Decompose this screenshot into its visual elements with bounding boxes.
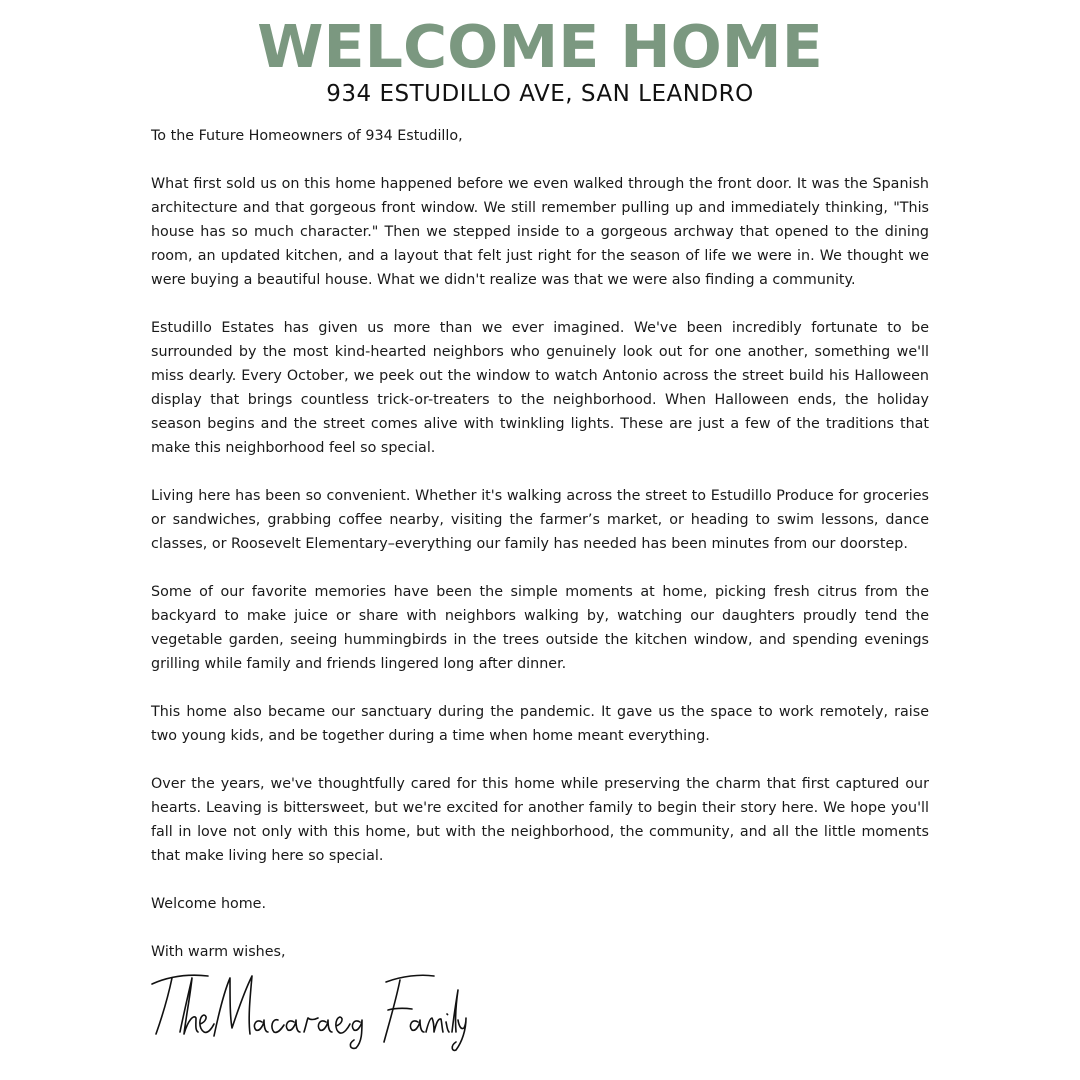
paragraph-3: Living here has been so convenient. Whether it's walking across the street to Estudillo Produce for groceries or sandwiches, grabbing coffee nearby, visiting the farmer’s market, or heading to swim lessons, dance classes, or Roosevelt Elementary–everything our family has needed has been minutes from our doorstep.	[151, 488, 929, 552]
letter-body	[151, 124, 929, 988]
closing-line: Welcome home.	[151, 896, 267, 912]
page-title: WELCOME HOME	[257, 12, 823, 81]
salutation: To the Future Homeowners of 934 Estudillo,	[151, 128, 463, 144]
paragraph-2: Estudillo Estates has given us more than we ever imagined. We've been incredibly fortunate to be surrounded by the most kind-hearted neighbors who genuinely look out for one another, something we'll miss dearly. Every October, we peek out the window to watch Antonio across the street build his Halloween display that brings countless trick-or-treaters to the neighborhood. When Halloween ends, the holiday season begins and the street comes alive with twinkling lights. These are just a few of the traditions that make this neighborhood feel so special.	[151, 320, 929, 456]
sign-off: With warm wishes,	[151, 944, 286, 960]
handwritten-signature	[150, 962, 470, 1052]
paragraph-4: Some of our favorite memories have been the simple moments at home, picking fresh citrus from the backyard to make juice or share with neighbors walking by, watching our daughters proudly tend the vegetable garden, seeing hummingbirds in the trees outside the kitchen window, and spending evenings grilling while family and friends lingered long after dinner.	[151, 584, 929, 672]
signature-drawing	[150, 962, 470, 1052]
paragraph-1: What first sold us on this home happened before we even walked through the front door. It was the Spanish architecture and that gorgeous front window. We still remember pulling up and immediately thinking, "This house has so much character." Then we stepped inside to a gorgeous archway that opened to the dining room, an updated kitchen, and a layout that felt just right for the season of life we were in. We thought we were buying a beautiful house. What we didn't realize was that we were also finding a community.	[151, 176, 929, 288]
address-subtitle: 934 ESTUDILLO AVE, SAN LEANDRO	[326, 81, 754, 107]
paragraph-5: This home also became our sanctuary during the pandemic. It gave us the space to work remotely, raise two young kids, and be together during a time when home meant everything.	[151, 704, 929, 744]
header	[0, 14, 1080, 108]
paragraph-6: Over the years, we've thoughtfully cared for this home while preserving the charm that first captured our hearts. Leaving is bittersweet, but we're excited for another family to begin their story here. We hope you'll fall in love not only with this home, but with the neighborhood, the community, and all the little moments that make living here so special.	[151, 776, 929, 864]
